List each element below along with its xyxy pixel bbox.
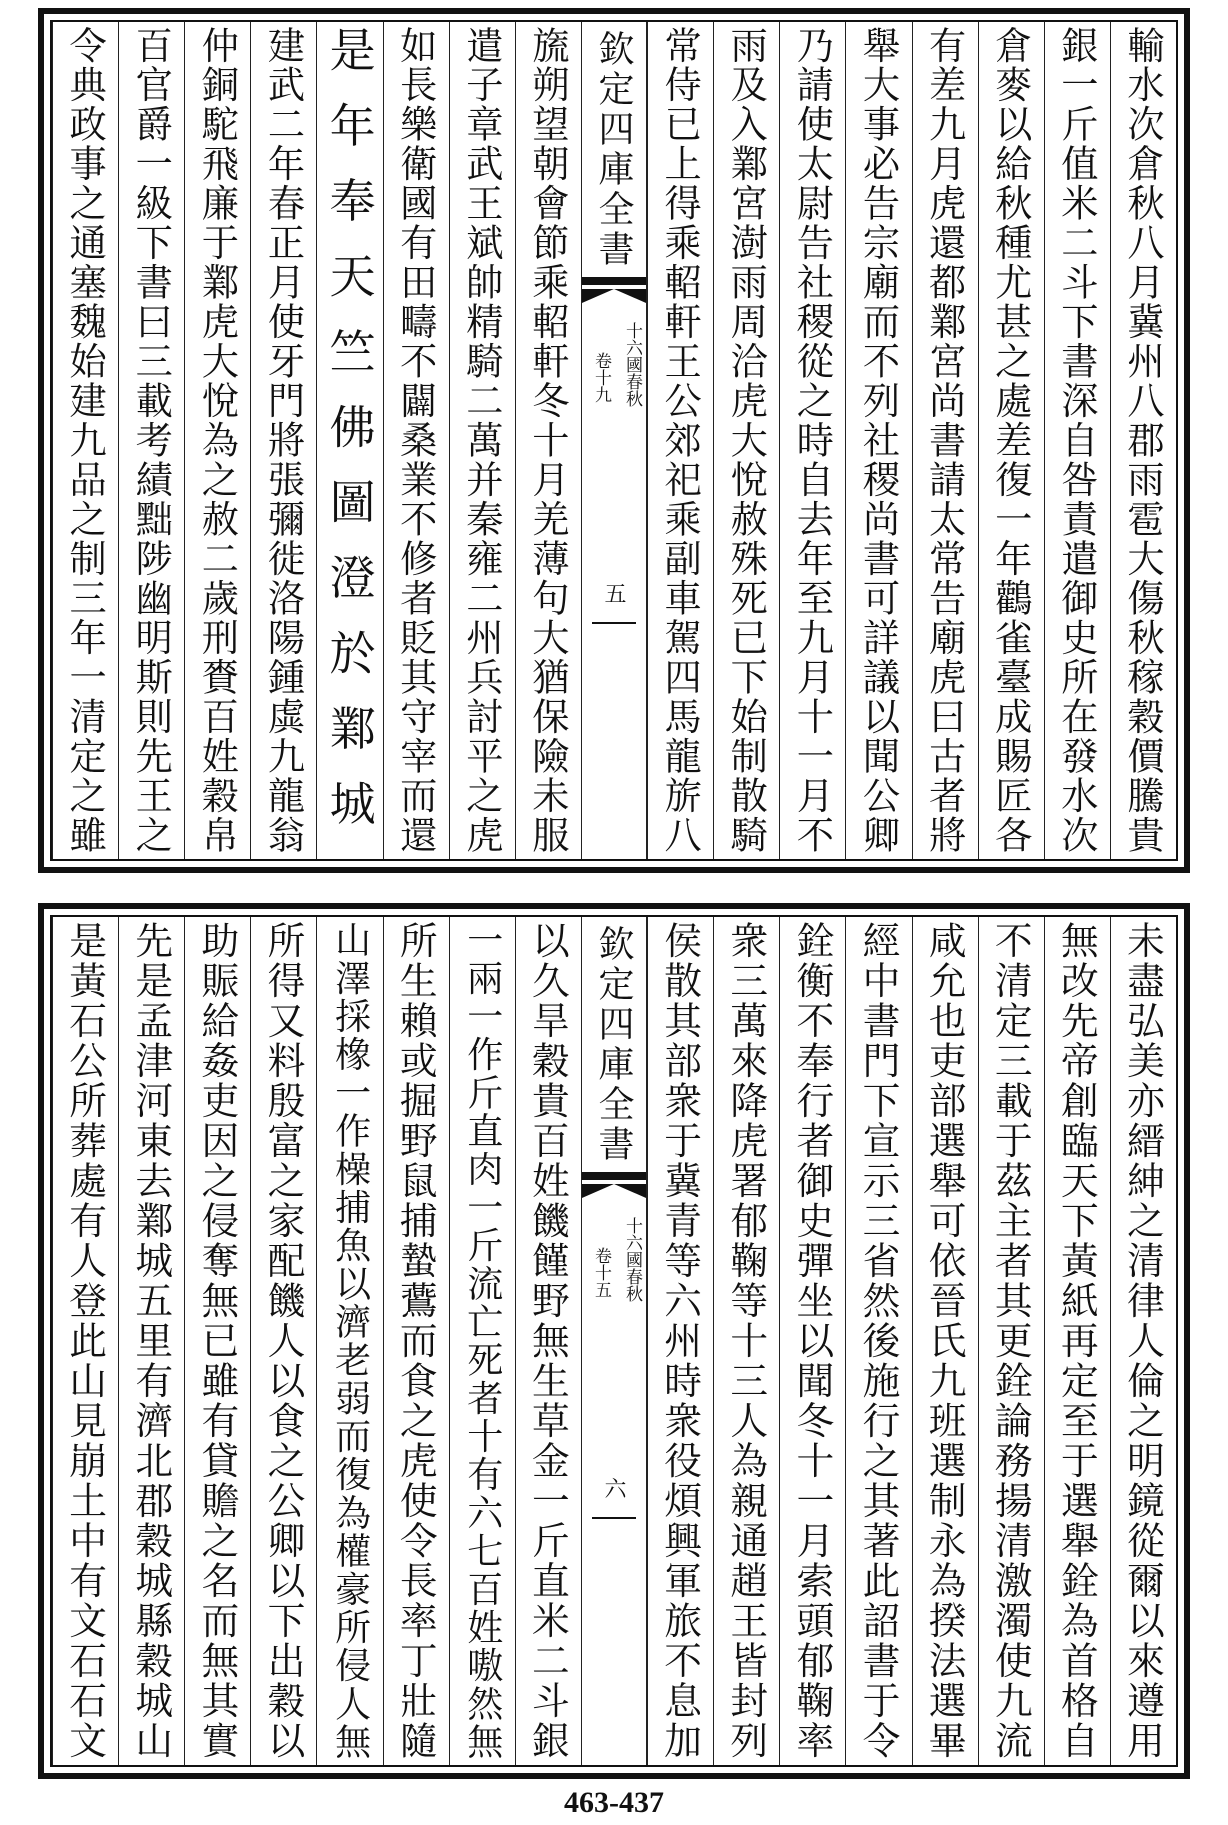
folio-rule bbox=[592, 1517, 636, 1519]
text-column bbox=[779, 917, 845, 1765]
folio-number: 六 bbox=[601, 1477, 627, 1499]
text-column bbox=[713, 917, 779, 1765]
text-column bbox=[647, 917, 713, 1765]
column-text: 如長樂衛國有田疇不闢桑業不修者貶其守宰而還 bbox=[393, 26, 438, 855]
text-column bbox=[1110, 917, 1176, 1765]
text-column bbox=[184, 22, 250, 859]
column-text: 遣子章武王斌帥精騎二萬并秦雍二州兵討平之虎 bbox=[459, 26, 504, 855]
text-column bbox=[912, 917, 978, 1765]
fishtail-ornament bbox=[582, 277, 646, 317]
column-text: 建武二年春正月使牙門將張彌徙洛陽鍾虡九龍翁 bbox=[261, 26, 306, 855]
column-text: 乃請使太尉告社稷從之時自去年至九月十一月不 bbox=[790, 26, 835, 855]
text-column bbox=[250, 22, 316, 859]
column-text: 不清定三載于茲主者其更銓論務揚清激濁使九流 bbox=[988, 921, 1033, 1761]
column-text: 銀一斤值米二斗下書深自咎責遣御史所在發水次 bbox=[1054, 26, 1099, 855]
book-title: 欽定四庫全書 bbox=[593, 925, 635, 1165]
text-column bbox=[978, 22, 1044, 859]
book-title: 欽定四庫全書 bbox=[593, 30, 635, 270]
column-text: 有差九月虎還都鄴宮尚書請太常告廟虎曰古者將 bbox=[922, 26, 967, 855]
volume-label: 十六國春秋 bbox=[622, 322, 643, 407]
column-text: 一兩一作斤直肉一斤流亡死者十有六七百姓嗷然無 bbox=[461, 921, 503, 1761]
column-text: 所得又料殷富之家配饑人以食之公卿以下出穀以 bbox=[261, 921, 306, 1761]
column-text: 經中書門下宣示三省然後施行之其著此詔書于令 bbox=[856, 921, 901, 1761]
column-text: 衆三萬來降虎署郁鞠等十三人為親通趙王皆封列 bbox=[724, 921, 769, 1761]
volume-label: 卷十九 bbox=[591, 352, 611, 403]
column-text: 助賑給姦吏因之侵奪無已雖有貸贍之名而無其實 bbox=[195, 921, 240, 1761]
column-text: 侯散其部衆于冀青等六州時衆役煩興軍旅不息加 bbox=[658, 921, 703, 1761]
text-frame bbox=[50, 20, 1178, 861]
text-column bbox=[184, 917, 250, 1765]
page-lower bbox=[38, 903, 1190, 1779]
column-text: 令典政事之通塞魏始建九品之制三年一清定之雖 bbox=[63, 26, 108, 855]
column-text: 咸允也吏部選舉可依晉氏九班選制永為揆法選畢 bbox=[922, 921, 967, 1761]
column-text: 所生賴或掘野鼠捕蟄鷰而食之虎使令長率丁壯隨 bbox=[393, 921, 438, 1761]
text-column bbox=[449, 22, 515, 859]
text-column bbox=[52, 917, 118, 1765]
column-text: 百官爵一級下書曰三載考績黜陟幽明斯則先王之 bbox=[129, 26, 174, 855]
text-column bbox=[1110, 22, 1176, 859]
text-column bbox=[647, 22, 713, 859]
page-upper bbox=[38, 8, 1190, 873]
volume-label: 卷十五 bbox=[591, 1247, 611, 1298]
column-text: 旒朔望朝會節乘軺軒冬十月羌薄句大猶保險未服 bbox=[525, 26, 570, 855]
column-text: 雨及入鄴宮澍雨周洽虎大悅赦殊死已下始制散騎 bbox=[724, 26, 769, 855]
column-text: 是年奉天竺佛圖澄於鄴城 bbox=[322, 26, 377, 855]
column-text: 先是孟津河東去鄴城五里有濟北郡穀城縣穀城山 bbox=[129, 921, 174, 1761]
column-text: 仲銅駝飛廉于鄴虎大悅為之赦二歲刑賚百姓穀帛 bbox=[195, 26, 240, 855]
text-column bbox=[912, 22, 978, 859]
center-gutter bbox=[581, 917, 647, 1765]
column-text: 是黃石公所葬處有人登此山見崩土中有文石石文 bbox=[63, 921, 108, 1761]
text-column bbox=[383, 22, 449, 859]
text-column bbox=[978, 917, 1044, 1765]
folio-number: 五 bbox=[601, 582, 627, 604]
column-text: 倉麥以給秋種尤甚之處差復一年鸛雀臺成賜匠各 bbox=[988, 26, 1033, 855]
column-text: 無改先帝創臨天下黃紙再定至于選舉銓為首格自 bbox=[1054, 921, 1099, 1761]
text-column bbox=[779, 22, 845, 859]
text-column bbox=[316, 917, 382, 1765]
page-number-footer: 463-437 bbox=[564, 1786, 664, 1819]
text-column bbox=[845, 917, 911, 1765]
text-column bbox=[515, 917, 581, 1765]
text-column bbox=[118, 22, 184, 859]
text-column bbox=[515, 22, 581, 859]
text-frame bbox=[50, 915, 1178, 1767]
text-column bbox=[845, 22, 911, 859]
text-column bbox=[118, 917, 184, 1765]
center-gutter bbox=[581, 22, 647, 859]
text-column bbox=[1044, 22, 1110, 859]
text-column bbox=[52, 22, 118, 859]
column-text: 常侍已上得乘軺軒王公郊祀乘副車駕四馬龍旂八 bbox=[658, 26, 703, 855]
column-text: 山澤採橡一作橾捕魚以濟老弱而復為權豪所侵人無 bbox=[329, 921, 371, 1761]
folio-rule bbox=[592, 622, 636, 624]
text-column bbox=[449, 917, 515, 1765]
column-text: 輸水次倉秋八月冀州八郡雨雹大傷秋稼穀價騰貴 bbox=[1120, 26, 1165, 855]
text-column bbox=[713, 22, 779, 859]
column-text: 以久旱穀貴百姓饑饉野無生草金一斤直米二斗銀 bbox=[525, 921, 570, 1761]
column-text: 未盡弘美亦縉紳之清律人倫之明鏡從爾以來遵用 bbox=[1120, 921, 1165, 1761]
text-column bbox=[250, 917, 316, 1765]
column-text: 銓衡不奉行者御史彈坐以聞冬十一月索頭郁鞠率 bbox=[790, 921, 835, 1761]
text-column bbox=[316, 22, 382, 859]
text-column bbox=[383, 917, 449, 1765]
text-column bbox=[1044, 917, 1110, 1765]
volume-label: 十六國春秋 bbox=[622, 1217, 643, 1302]
fishtail-ornament bbox=[582, 1172, 646, 1212]
column-text: 舉大事必告宗廟而不列社稷尚書可詳議以聞公卿 bbox=[856, 26, 901, 855]
